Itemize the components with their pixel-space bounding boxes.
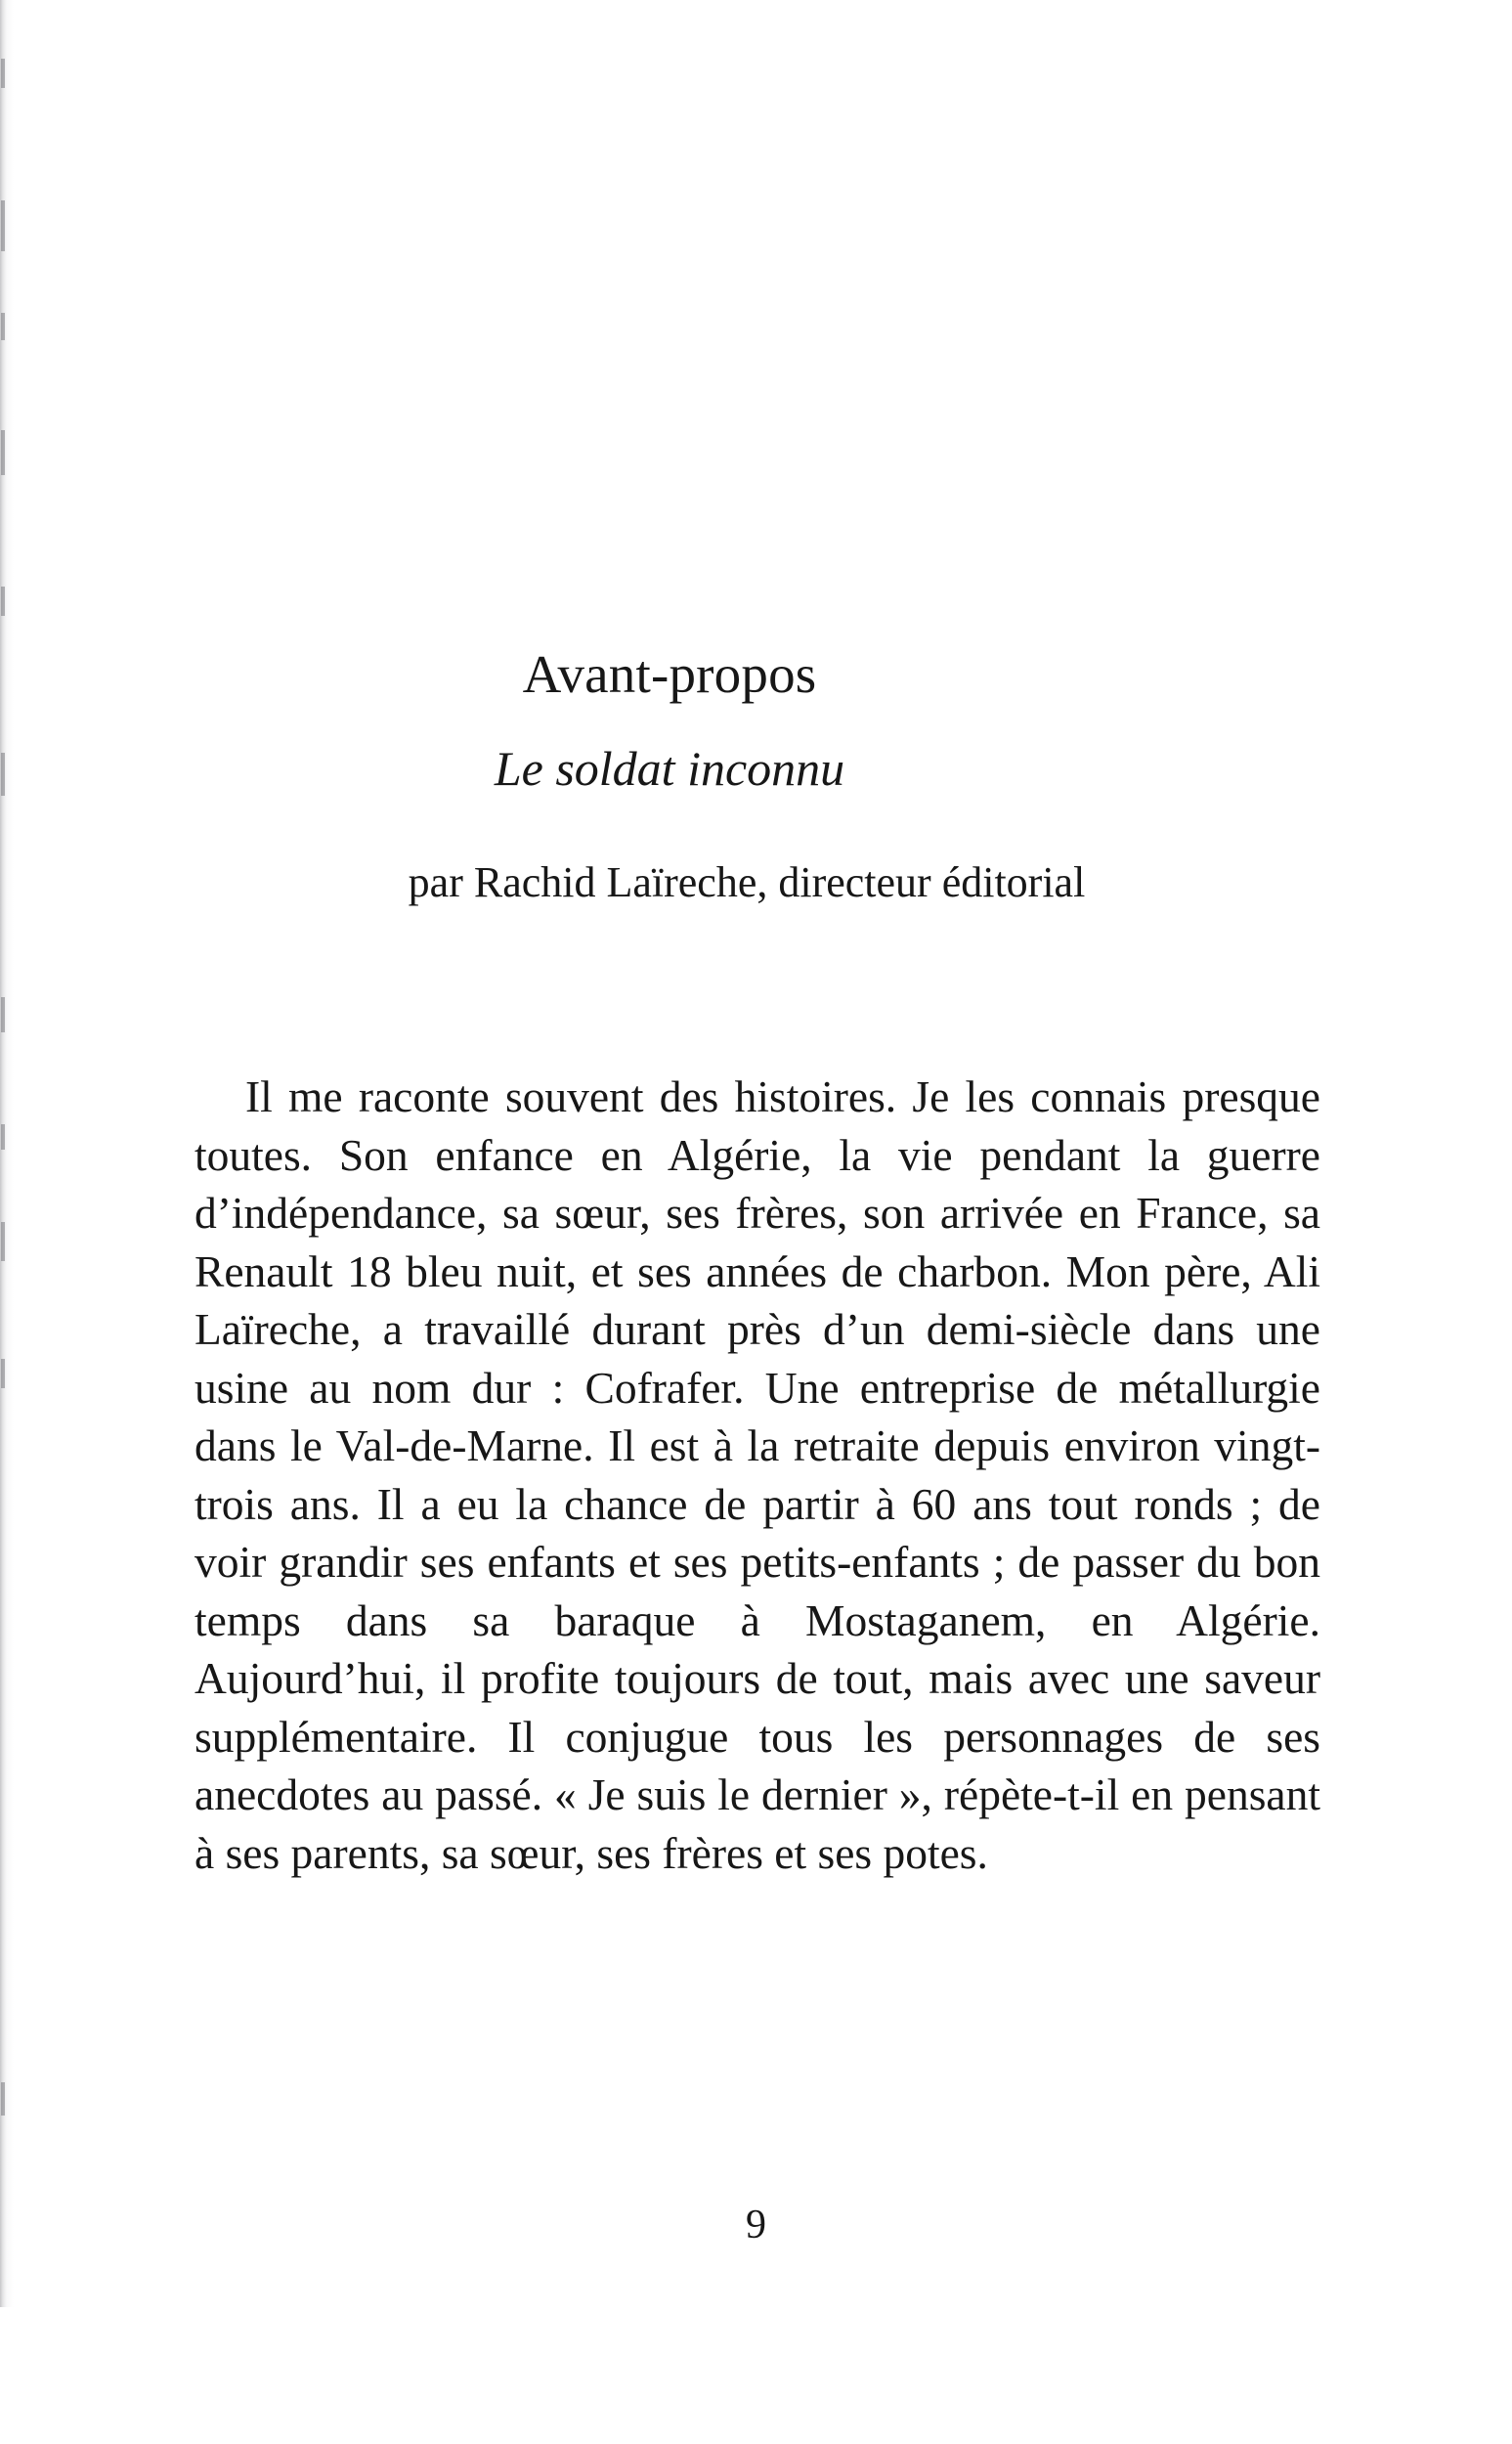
body-paragraph-text: Il me raconte souvent des histoires. Je les connais presque toutes. Son enfance en Algérie, la vie pendant la guerre d’indépendance, sa sœur, ses frères, son arrivée en France, sa Renault 18 bleu nuit, et ses années de charbon. Mon père, Ali Laïreche, a travaillé durant près d’un demi-siècle dans une usine au nom dur : Cofrafer. Une entreprise de métallurgie dans le Val-de-Marne. Il est à la retraite depuis environ vingt-trois ans. Il a eu la chance de partir à 60 ans tout ronds ; de voir grandir ses enfants et ses petits-enfants ; de passer du bon temps dans sa baraque à Mostaganem, en Algérie. Aujourd’hui, il profite toujours de tout, mais avec une saveur supplémentaire. Il conjugue tous les personnages de ses anecdotes au passé. « Je suis le dernier », répète-t-il en pensant à ses parents, sa sœur, ses frères et ses potes. (194, 1071, 1320, 1878)
scan-artifact-mark (1, 587, 5, 616)
page-gutter-shadow (0, 0, 14, 2307)
scan-artifact-mark (1, 313, 5, 340)
page-title: Avant-propos (522, 644, 817, 704)
scan-artifact-mark (1, 1222, 5, 1261)
body-paragraph (194, 1068, 1320, 1882)
scan-artifact-mark (1, 2082, 5, 2116)
byline: par Rachid Laïreche, directeur éditorial (408, 858, 1086, 906)
scan-artifact-mark (1, 200, 5, 251)
chapter-subtitle: Le soldat inconnu (494, 741, 845, 797)
scan-artifact-mark (1, 430, 5, 475)
chapter-heading-block (0, 645, 1339, 796)
page-number: 9 (746, 2203, 766, 2248)
scan-artifact-mark (1, 997, 5, 1032)
scan-artifact-mark (1, 59, 5, 88)
scan-artifact-mark (1, 1124, 5, 1150)
scan-artifact-mark (1, 1359, 5, 1388)
